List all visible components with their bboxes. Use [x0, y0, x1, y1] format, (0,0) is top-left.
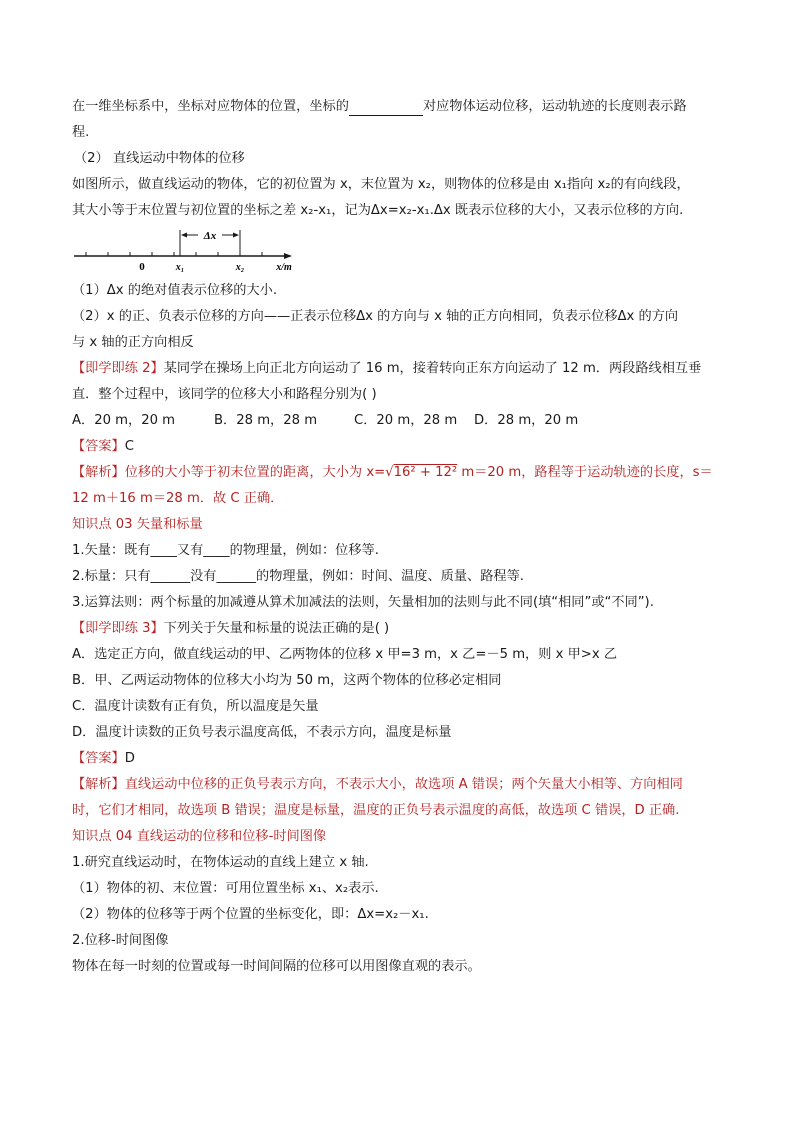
knowledge-point-03-title: 知识点 03 矢量和标量	[72, 517, 203, 532]
option-d: D．28 m，20 m	[474, 413, 579, 428]
answer-value: C	[124, 439, 134, 454]
question-text: 某同学在操场上向正北方向运动了 16 m，接着转向正东方向运动了 12 m．两段路线相互垂	[163, 361, 702, 376]
knowledge-line: 1.研究直线运动时，在物体运动的直线上建立 x 轴.	[72, 855, 369, 870]
sqrt-sign: √	[385, 465, 394, 480]
option-a: A．20 m，20 m	[72, 413, 176, 428]
option-c: C．20 m，28 m	[354, 413, 458, 428]
explanation-text: 位移的大小等于初末位置的距离，大小为 x=	[124, 465, 386, 480]
explanation-tag: 【解析】	[72, 777, 125, 792]
answer-tag: 【答案】	[72, 751, 125, 766]
x1-label: x₁	[175, 262, 185, 272]
x2-label: x₂	[235, 262, 245, 272]
explanation-line-2: 12 m＋16 m＝28 m．故 C 正确．	[72, 491, 284, 506]
exercise-3-line-1	[72, 620, 389, 638]
knowledge-point-04-title: 知识点 04 直线运动的位移和位移-时间图像	[72, 829, 327, 844]
knowledge-line: （1）物体的初、末位置：可用位置坐标 x₁、x₂表示.	[72, 881, 379, 896]
origin-label: 0	[139, 261, 145, 272]
option-b: B．甲、乙两运动物体的位移大小均为 50 m，这两个物体的位移必定相同	[72, 673, 502, 688]
paragraph-line: 如图所示，做直线运动的物体，它的初位置为 x，末位置为 x₂，则物体的位移是由 x₁指向 x₂的有向线段，	[72, 177, 690, 192]
exercise-tag: 【即学即练 2】	[72, 361, 164, 376]
question-text: 下列关于矢量和标量的说法正确的是( )	[163, 621, 390, 636]
note-line: 与 x 轴的正方向相反	[72, 335, 194, 350]
fill-blank	[349, 101, 423, 116]
knowledge-line: 1.矢量：既有____又有____的物理量，例如：位移等.	[72, 543, 379, 558]
sqrt-expression: 16² + 12²	[393, 465, 458, 480]
intro-line-2: 程.	[72, 125, 90, 140]
exercise-tag: 【即学即练 3】	[72, 621, 164, 636]
answer-value: D	[124, 751, 135, 766]
explanation-tag: 【解析】	[72, 465, 125, 480]
answer-line	[72, 750, 135, 768]
axis-arrow	[284, 253, 292, 259]
answer-line	[72, 438, 134, 456]
explanation-text: m＝20 m，路程等于运动轨迹的长度，s＝	[457, 465, 713, 480]
axis-unit-label: x/m	[276, 262, 292, 272]
explanation-text: 直线运动中位移的正负号表示方向，不表示大小，故选项 A 错误；两个矢量大小相等、方向相同	[124, 777, 683, 792]
knowledge-line: 物体在每一时刻的位置或每一时间间隔的位移可以用图像直观的表示。	[72, 959, 481, 974]
intro-line-1	[72, 98, 687, 116]
knowledge-line: （2）物体的位移等于两个位置的坐标变化，即：Δx=x₂－x₁.	[72, 907, 429, 922]
exercise-2-options	[72, 412, 578, 430]
explanation-line-1	[72, 464, 713, 482]
paragraph-line: 其大小等于末位置与初位置的坐标之差 x₂-x₁，记为Δx=x₂-x₁.Δx 既表示位移的大小，又表示位移的方向.	[72, 203, 684, 218]
answer-tag: 【答案】	[72, 439, 125, 454]
option-c: C．温度计读数有正有负，所以温度是矢量	[72, 699, 319, 714]
note-line: （1）Δx 的绝对值表示位移的大小.	[72, 283, 278, 298]
option-b: B．28 m，28 m	[214, 413, 318, 428]
knowledge-line: 2.标量：只有______没有______的物理量，例如：时间、温度、质量、路程等.	[72, 569, 524, 584]
exercise-2-line-1	[72, 360, 701, 378]
knowledge-line: 2.位移-时间图像	[72, 933, 169, 948]
delta-x-label: Δx	[203, 230, 217, 242]
option-a: A．选定正方向，做直线运动的甲、乙两物体的位移 x 甲=3 m，x 乙=－5 m，则 x 甲>x 乙	[72, 647, 618, 662]
explanation-line-2: 时，它们才相同，故选项 B 错误；温度是标量，温度的正负号表示温度的高低，故选项 C 错误，D 正确.	[72, 803, 680, 818]
exercise-2-line-2: 直．整个过程中，该同学的位移大小和路程分别为( )	[72, 387, 377, 402]
option-d: D．温度计读数的正负号表示温度高低，不表示方向，温度是标量	[72, 725, 452, 740]
note-line: （2）x 的正、负表示位移的方向——正表示位移Δx 的方向与 x 轴的正方向相同，负表示位移Δx 的方向	[72, 309, 679, 324]
section-heading-displacement: （2） 直线运动中物体的位移	[74, 151, 245, 166]
number-line-figure	[72, 226, 312, 272]
knowledge-line: 3.运算法则：两个标量的加减遵从算术加减法的法则，矢量相加的法则与此不同(填“相同”或“不同”).	[72, 595, 654, 610]
intro-text-a: 在一维坐标系中，坐标对应物体的位置，坐标的	[72, 99, 349, 114]
explanation-line-1	[72, 776, 683, 794]
intro-text-b: 对应物体运动位移，运动轨迹的长度则表示路	[422, 99, 687, 114]
